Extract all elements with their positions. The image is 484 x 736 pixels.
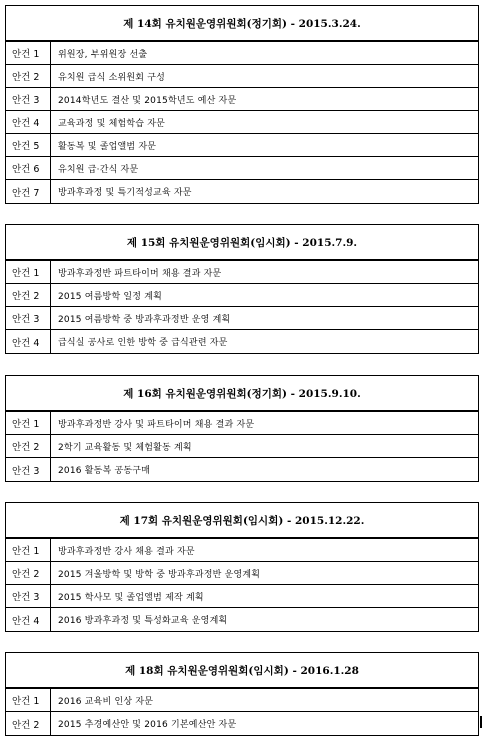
agenda-number: 안건 5 [6, 134, 51, 156]
meeting-18 [5, 652, 479, 736]
agenda-text: 유치원 급식 소위원회 구성 [58, 72, 166, 83]
agenda-number: 안건 3 [6, 585, 51, 607]
agenda-row [6, 180, 478, 203]
agenda-number: 안건 1 [6, 42, 51, 64]
agenda-text: 2016 교육비 인상 자문 [58, 696, 154, 707]
agenda-text: 2015 추경예산안 및 2016 기본예산안 자문 [58, 720, 237, 730]
agenda-row [6, 585, 478, 608]
agenda-number: 안건 1 [6, 689, 51, 711]
agenda-number: 안건 2 [6, 65, 51, 87]
agenda-text: 2016 방과후과정 및 특성화교육 운영계획 [58, 616, 228, 626]
agenda-text: 유치원 급·간식 자문 [58, 164, 139, 175]
agenda-text: 2학기 교육활동 및 체험활동 계획 [58, 442, 192, 453]
agenda-number: 안건 6 [6, 157, 51, 179]
meeting-17 [5, 502, 479, 632]
agenda-row [6, 307, 478, 330]
agenda-row [6, 689, 478, 712]
agenda-number: 안건 1 [6, 539, 51, 561]
agenda-row [6, 284, 478, 307]
agenda-number: 안건 1 [6, 261, 51, 283]
meeting-title: 제 17회 유치원운영위원회(임시회) - 2015.12.22. [6, 503, 478, 539]
agenda-number: 안건 2 [6, 712, 51, 735]
agenda-row [6, 65, 478, 88]
agenda-row [6, 261, 478, 284]
agenda-number: 안건 7 [6, 180, 51, 203]
agenda-row [6, 562, 478, 585]
agenda-number: 안건 3 [6, 307, 51, 329]
agenda-row [6, 111, 478, 134]
meeting-title: 제 18회 유치원운영위원회(임시회) - 2016.1.28 [6, 653, 478, 689]
agenda-number: 안건 4 [6, 111, 51, 133]
agenda-text: 방과후과정반 강사 채용 결과 자문 [58, 546, 195, 557]
agenda-row [6, 608, 478, 631]
agenda-number: 안건 4 [6, 330, 51, 353]
agenda-row [6, 42, 478, 65]
agenda-row [6, 435, 478, 458]
agenda-text: 2015 학사모 및 졸업앨범 제작 계획 [58, 592, 204, 603]
agenda-number: 안건 3 [6, 458, 51, 481]
agenda-text: 방과후과정 및 특기적성교육 자문 [58, 188, 192, 198]
agenda-row [6, 412, 478, 435]
agenda-number: 안건 2 [6, 435, 51, 457]
agenda-number: 안건 3 [6, 88, 51, 110]
agenda-row [6, 88, 478, 111]
agenda-row [6, 458, 478, 481]
agenda-number: 안건 2 [6, 562, 51, 584]
meeting-16 [5, 375, 479, 482]
meeting-15 [5, 224, 479, 354]
text-cursor [480, 716, 482, 728]
agenda-text: 방과후과정반 강사 및 파트타이머 채용 결과 자문 [58, 419, 255, 430]
agenda-text: 2015 여름방학 중 방과후과정반 운영 계획 [58, 314, 231, 325]
agenda-number: 안건 4 [6, 608, 51, 631]
meeting-title: 제 14회 유치원운영위원회(정기회) - 2015.3.24. [6, 6, 478, 42]
agenda-number: 안건 2 [6, 284, 51, 306]
agenda-text: 2015 겨울방학 및 방학 중 방과후과정반 운영계획 [58, 569, 261, 580]
agenda-text: 급식실 공사로 인한 방학 중 급식관련 자문 [58, 338, 228, 348]
meeting-title: 제 15회 유치원운영위원회(임시회) - 2015.7.9. [6, 225, 478, 261]
meeting-14 [5, 5, 479, 204]
agenda-number: 안건 1 [6, 412, 51, 434]
agenda-row [6, 712, 478, 735]
agenda-row [6, 330, 478, 353]
agenda-row [6, 134, 478, 157]
agenda-text: 2016 활동복 공동구매 [58, 466, 151, 476]
agenda-text: 교육과정 및 체험학습 자문 [58, 118, 166, 129]
meeting-title: 제 16회 유치원운영위원회(정기회) - 2015.9.10. [6, 376, 478, 412]
agenda-row [6, 157, 478, 180]
agenda-text: 위원장, 부위원장 선출 [58, 49, 148, 60]
agenda-text: 방과후과정반 파트타이머 채용 결과 자문 [58, 268, 222, 279]
agenda-text: 2014학년도 결산 및 2015학년도 예산 자문 [58, 95, 237, 106]
agenda-text: 2015 여름방학 일정 계획 [58, 291, 163, 302]
agenda-row [6, 539, 478, 562]
agenda-text: 활동복 및 졸업앨범 자문 [58, 141, 157, 152]
